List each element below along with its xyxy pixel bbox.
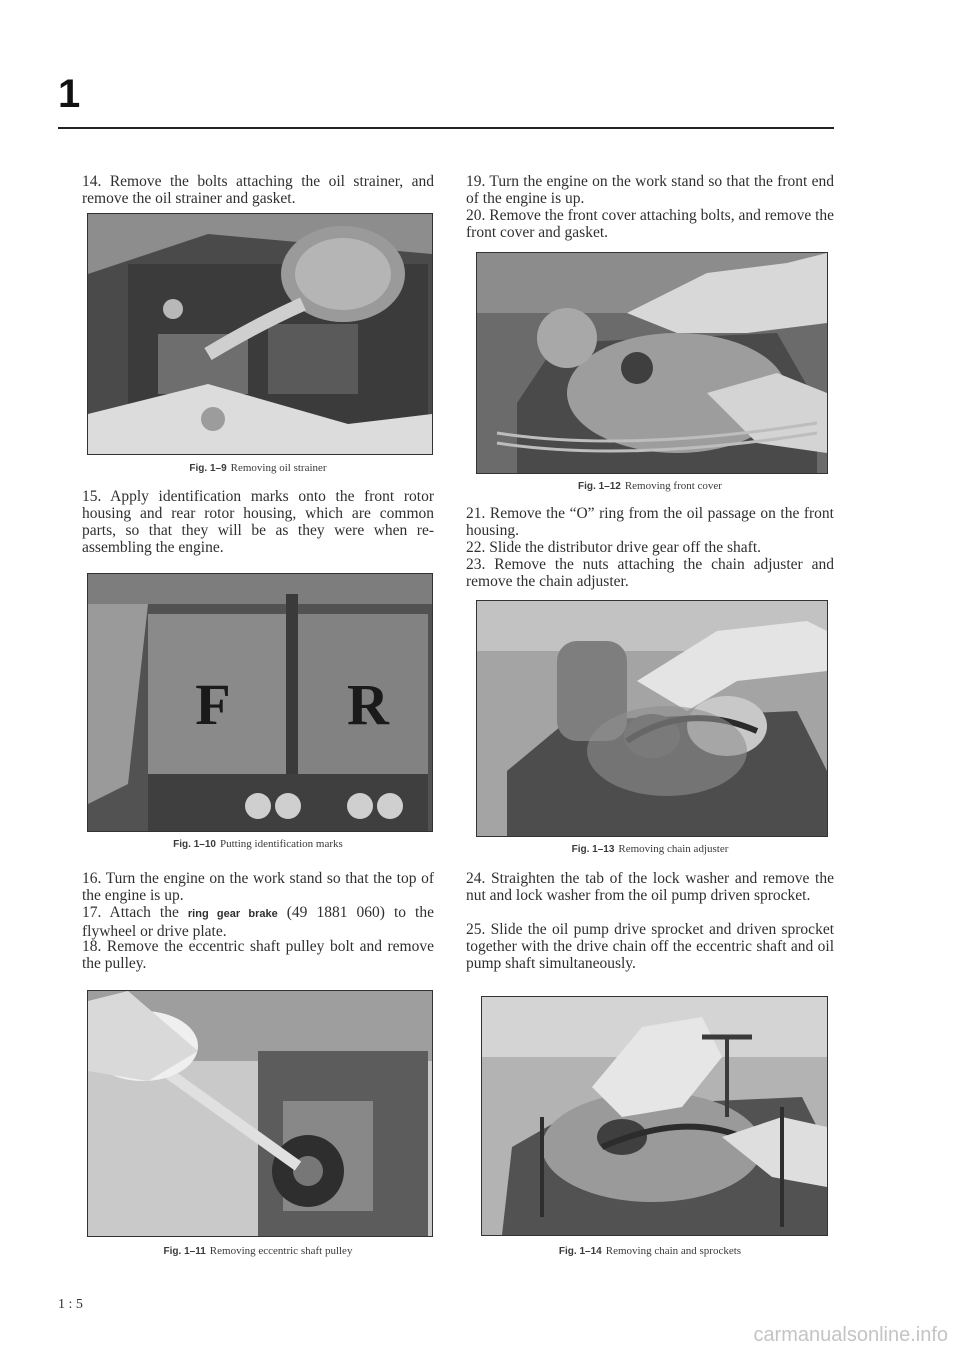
caption-fig-1-9: [82, 462, 434, 474]
fig-caption: Removing chain and sprockets: [605, 1245, 742, 1257]
step-14: 14. Remove the bolts attaching the oil strainer, and remove the oil strainer and gasket.: [82, 173, 434, 207]
fig-number: Fig. 1–9: [189, 463, 227, 474]
caption-fig-1-14: [466, 1245, 834, 1257]
step-15: 15. Apply identification marks onto the front rotor housing and rear rotor housing, which are common parts, so that they will be as they were when re-assembling the engine.: [82, 488, 434, 556]
photo-fig-1-10: [87, 573, 433, 832]
fig-caption: Removing front cover: [624, 480, 722, 492]
footer-watermark: carmanualsonline.info: [753, 1324, 948, 1346]
photo-fig-1-14: [481, 996, 828, 1236]
fig-number: Fig. 1–14: [558, 1246, 602, 1257]
step-23: 23. Remove the nuts attaching the chain adjuster and remove the chain adjuster.: [466, 556, 834, 590]
photo-fig-1-13: [476, 600, 828, 837]
page-number: 1 : 5: [58, 1297, 83, 1312]
step-17-text-b: (49 1881 060) to the flywheel or drive plate.: [82, 904, 434, 940]
step-17-text-a: 17. Attach the: [82, 904, 188, 921]
mark-f-text: F: [195, 672, 231, 737]
step-22: 22. Slide the distributor drive gear off the shaft.: [466, 539, 762, 556]
step-17: [82, 904, 434, 940]
fig-number: Fig. 1–13: [571, 844, 615, 855]
step-16: 16. Turn the engine on the work stand so that the top of the engine is up.: [82, 870, 434, 904]
fig-caption: Removing chain adjuster: [618, 843, 729, 855]
step-20: 20. Remove the front cover attaching bolts, and remove the front cover and gasket.: [466, 207, 835, 241]
fig-number: Fig. 1–12: [578, 481, 621, 492]
chapter-number: 1: [58, 72, 81, 116]
fig-number: Fig. 1–10: [173, 839, 216, 850]
caption-fig-1-11: [82, 1245, 434, 1257]
photo-fig-1-11: [87, 990, 433, 1237]
fig-caption: Removing eccentric shaft pulley: [209, 1245, 353, 1257]
fig-caption: Removing oil strainer: [230, 462, 327, 474]
tool-name: ring gear brake: [187, 908, 278, 920]
fig-number: Fig. 1–11: [163, 1246, 206, 1257]
photo-fig-1-12: [476, 252, 828, 474]
step-25: 25. Slide the oil pump drive sprocket and driven sprocket together with the drive chain off the eccentric shaft and oil pump shaft simultaneously.: [466, 921, 834, 972]
header-rule: [58, 127, 834, 129]
step-19: 19. Turn the engine on the work stand so that the front end of the engine is up.: [466, 173, 834, 207]
photo-fig-1-9: [87, 213, 433, 455]
fig-caption: Putting identification marks: [219, 838, 343, 850]
caption-fig-1-10: [82, 838, 434, 850]
caption-fig-1-13: [466, 843, 834, 855]
step-24: 24. Straighten the tab of the lock washer and remove the nut and lock washer from the oil pump driven sprocket.: [466, 870, 834, 904]
step-21: 21. Remove the “O” ring from the oil passage on the front housing.: [466, 505, 834, 539]
step-18: 18. Remove the eccentric shaft pulley bolt and remove the pulley.: [82, 938, 434, 972]
mark-r-text: R: [347, 672, 389, 737]
caption-fig-1-12: [466, 480, 834, 492]
